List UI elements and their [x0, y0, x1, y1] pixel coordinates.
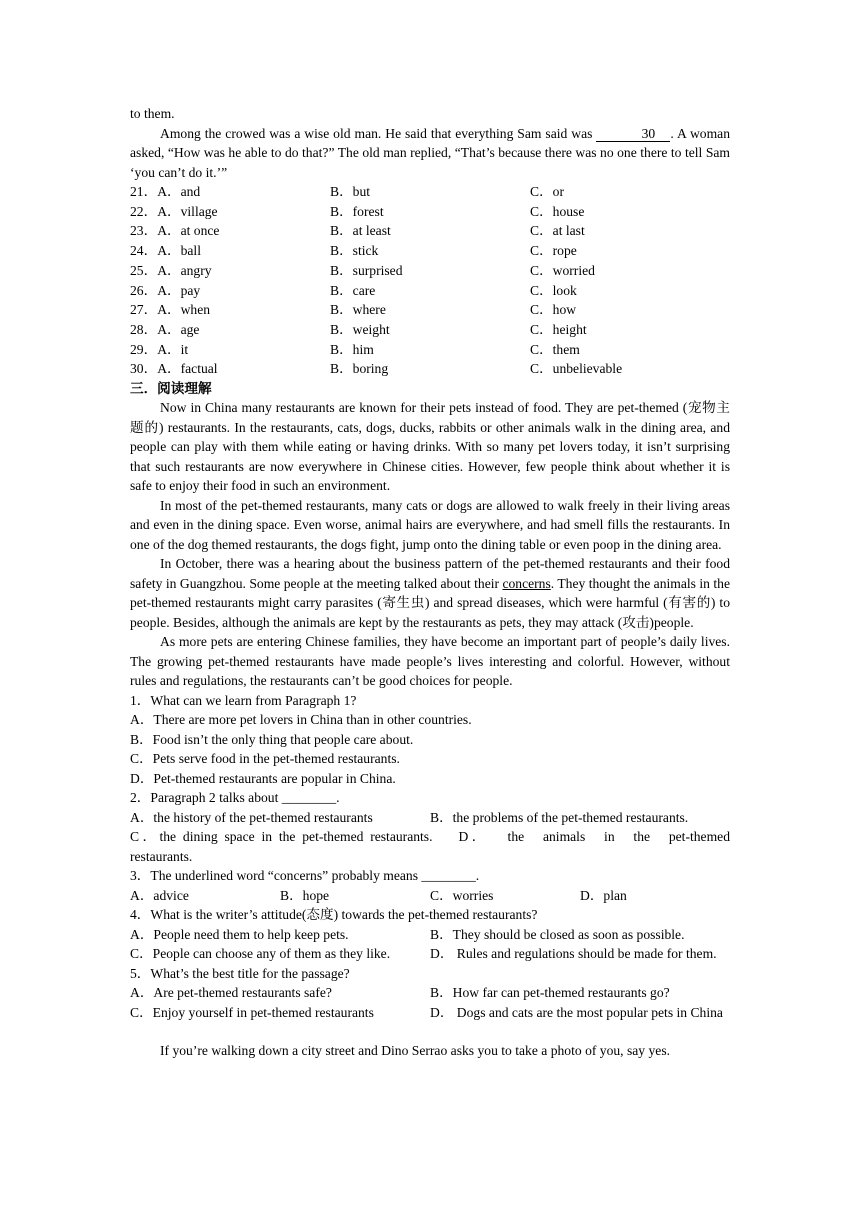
option-c: C．the dining space in the pet-themed restaurants.	[130, 829, 433, 845]
section-heading: 三．阅读理解	[130, 380, 212, 396]
option-a: A．Are pet-themed restaurants safe?	[130, 985, 332, 1001]
q-num: 25．	[130, 262, 158, 278]
option-a: A．There are more pet lovers in China than in other countries.	[130, 712, 472, 728]
option-b: B．surprised	[330, 262, 403, 278]
options-ab	[130, 983, 730, 1003]
option-c: C．worried	[530, 262, 595, 278]
p3-text-before: In October, there was a hearing about the business pattern of the pet-themed restaurants and their food safety in Guangzhou. Some people at the meeting talked about their	[130, 556, 730, 591]
q-num: 22．	[130, 203, 158, 219]
option-b: B．hope	[280, 887, 330, 903]
option-a: A．it	[157, 341, 189, 357]
option-c: C．how	[530, 302, 577, 318]
q-num: 21．	[130, 184, 158, 200]
option-c: C．or	[530, 184, 564, 200]
option-c: C．at last	[530, 223, 585, 239]
option-a: A．when	[157, 302, 211, 318]
option-a: A．factual	[157, 361, 218, 377]
q-num: 28．	[130, 321, 158, 337]
option-b: B．weight	[330, 321, 390, 337]
option-b: B．at least	[330, 223, 391, 239]
option-a: A．village	[157, 203, 218, 219]
cloze-options	[130, 182, 730, 379]
option-b: B．forest	[330, 203, 384, 219]
option-b: B．care	[330, 282, 376, 298]
option-c: C．house	[530, 203, 585, 219]
p3-text-after: . They thought the animals in the pet-themed restaurants might carry parasites (寄生虫) and spread diseases, which were harmful (有害的) to people. Besides, although the animals are kept by the restaurants as pets, they may attack (攻击)people.	[130, 575, 730, 630]
option-c: C．height	[530, 321, 587, 337]
question-1	[130, 691, 730, 789]
question-stem: 5．What’s the best title for the passage?	[130, 965, 350, 981]
option-d: D． Dogs and cats are the most popular pets in China	[430, 1004, 723, 1020]
options-row	[130, 886, 730, 906]
option-row-26	[130, 280, 730, 300]
option-row-25	[130, 261, 730, 281]
underlined-word-concerns: concerns	[502, 575, 551, 591]
options-ab	[130, 925, 730, 945]
option-b: B．him	[330, 341, 374, 357]
option-d: D． the animals in the pet-themed restaurants.	[130, 829, 730, 864]
option-c: C．Enjoy yourself in pet-themed restaurants	[130, 1004, 374, 1020]
reading-paragraph-1: Now in China many restaurants are known for their pets instead of food. They are pet-themed (宠物主题的) restaurants. In the restaurants, cats, dogs, ducks, rabbits or other animals walk in the dining area, and people can play with them while eating or having drinks. With so many pet lovers today, it isn’t surprising that such restaurants are now everywhere in Chinese cities. However, few people think about whether it is safe to enjoy their food in such an environment.	[130, 400, 730, 494]
q-num: 24．	[130, 243, 158, 259]
question-stem: 4．What is the writer’s attitude(态度) towards the pet-themed restaurants?	[130, 907, 538, 923]
option-b: B．where	[330, 302, 386, 318]
intro-tail: to them.	[130, 106, 175, 121]
options-cd	[130, 827, 730, 866]
question-stem: 2．Paragraph 2 talks about ________.	[130, 790, 340, 806]
option-row-23	[130, 221, 730, 241]
question-4	[130, 905, 730, 964]
option-b: B．stick	[330, 243, 379, 259]
question-5	[130, 964, 730, 1023]
reading-paragraph-2: In most of the pet-themed restaurants, many cats or dogs are allowed to walk freely in their living areas and even in the dining space. Even worse, animal hairs are everywhere, and had smell fills the restaurants. In one of the dog themed restaurants, the dogs fight, jump onto the dining table or even poop in the dining area.	[130, 497, 730, 552]
paragraph-crowd	[130, 124, 730, 183]
next-passage-start: If you’re walking down a city street and Dino Serrao asks you to take a photo of you, say yes.	[160, 1043, 671, 1059]
option-c: C．Pets serve food in the pet-themed restaurants.	[130, 751, 400, 767]
option-row-30	[130, 359, 730, 379]
crowd-text-before: Among the crowed was a wise old man. He said that everything Sam said was	[160, 125, 597, 141]
q-num: 23．	[130, 223, 158, 239]
option-a: A．the history of the pet-themed restaurants	[130, 809, 373, 825]
option-row-27	[130, 300, 730, 320]
option-row-29	[130, 340, 730, 360]
question-stem: 3．The underlined word “concerns” probably means ________.	[130, 868, 480, 884]
option-c: C．them	[530, 341, 580, 357]
option-row-22	[130, 202, 730, 222]
option-c: C．rope	[530, 243, 577, 259]
blank-30: 30	[596, 126, 670, 142]
option-d: D．plan	[580, 887, 627, 903]
option-a: A．pay	[157, 282, 201, 298]
option-a: A．age	[157, 321, 200, 337]
option-a: A．angry	[157, 262, 212, 278]
document-page	[130, 104, 730, 1061]
q-num: 26．	[130, 282, 158, 298]
q-num: 27．	[130, 302, 158, 318]
question-3	[130, 866, 730, 905]
question-stem: 1．What can we learn from Paragraph 1?	[130, 692, 357, 708]
option-b: B．They should be closed as soon as possible.	[430, 926, 685, 942]
option-c: C．People can choose any of them as they like.	[130, 946, 391, 962]
options-ab	[130, 808, 730, 828]
option-a: A．and	[157, 184, 201, 200]
question-2	[130, 788, 730, 866]
option-row-21	[130, 182, 730, 202]
option-row-24	[130, 241, 730, 261]
reading-paragraph-3	[130, 554, 730, 632]
option-d: D．Pet-themed restaurants are popular in China.	[130, 770, 396, 786]
reading-paragraph-4: As more pets are entering Chinese families, they have become an important part of people’s daily lives. The growing pet-themed restaurants have made people’s lives interesting and colorful. However, without rules and regulations, the restaurants can’t be good choices for people.	[130, 634, 730, 689]
option-a: A．People need them to help keep pets.	[130, 926, 349, 942]
option-b: B．Food isn’t the only thing that people care about.	[130, 731, 414, 747]
option-b: B．the problems of the pet-themed restaurants.	[430, 809, 689, 825]
option-c: C．unbelievable	[530, 361, 623, 377]
option-row-28	[130, 320, 730, 340]
option-a: A．at once	[157, 223, 220, 239]
option-a: A．ball	[157, 243, 201, 259]
option-b: B．boring	[330, 361, 389, 377]
q-num: 30．	[130, 361, 158, 377]
option-c: C．look	[530, 282, 577, 298]
option-b: B．How far can pet-themed restaurants go?	[430, 985, 670, 1001]
option-b: B．but	[330, 184, 371, 200]
option-a: A．advice	[130, 887, 189, 903]
options-cd	[130, 1003, 730, 1023]
option-c: C．worries	[430, 887, 494, 903]
options-cd	[130, 944, 730, 964]
crowd-text-after: . A woman asked, “How was he able to do that?” The old man replied, “That’s because there was no one there to tell Sam ‘you can’t do it.’”	[130, 125, 731, 180]
q-num: 29．	[130, 341, 158, 357]
option-d: D． Rules and regulations should be made for them.	[430, 946, 717, 962]
